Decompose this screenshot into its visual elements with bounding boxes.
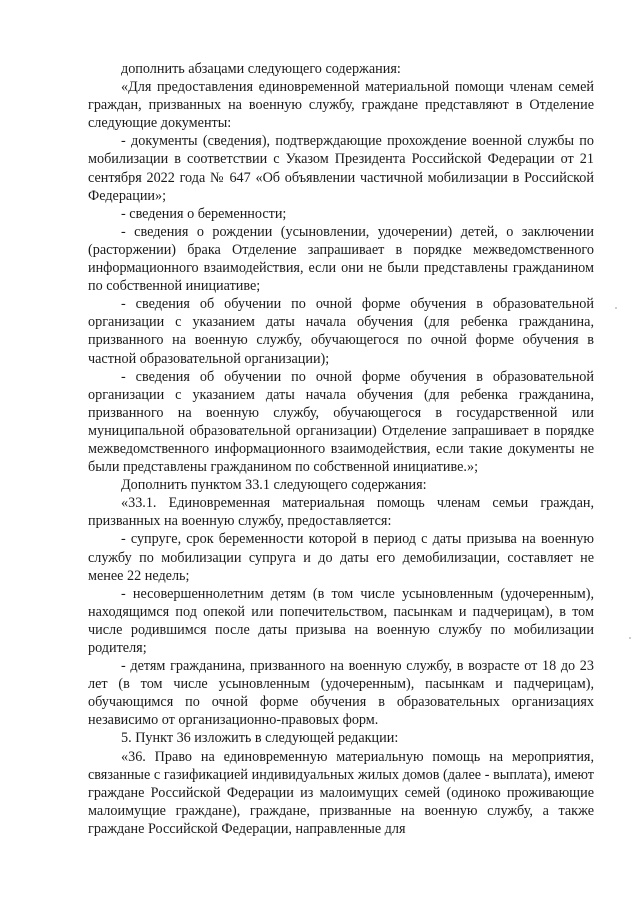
paragraph-clause-36: «36. Право на единовременную материальную помощь на мероприятия, связанные с газификацией индивидуальных жилых домов (далее - выплата), имеют граждане Российской Федерации из малоимущих семей (одиноко проживающие малоимущие граждане), граждане, призванные на военную службу, а также граждане Российской Федерации, направленные для [88, 748, 594, 837]
paragraph-clause-33-1: «33.1. Единовременная материальная помощь членам семьи граждан, призванных на военную службу, предоставляется: [88, 495, 594, 530]
paragraph-clause-36-heading: 5. Пункт 36 изложить в следующей редакции: [121, 730, 399, 747]
paragraph-minor-children: - несовершеннолетним детям (в том числе усыновленным (удочеренным), находящимся под опекой или попечительством, пасынкам и падчерицам), в том числе родившимся после даты призыва на военную службу по мобилизации родителя; [88, 585, 594, 656]
paragraph-pregnancy-info: - сведения о беременности; [121, 205, 287, 222]
scan-speck [615, 307, 617, 309]
paragraph-birth-marriage-info: - сведения о рождении (усыновлении, удочерении) детей, о заключении (расторжении) брака Отделение запрашивает в порядке межведомственного информационного взаимодействия, если они не были представлены гражданином по собственной инициативе; [88, 223, 594, 295]
paragraph-private-education-info: - сведения об обучении по очной форме обучения в образовательной организации с указанием даты начала обучения (для ребенка гражданина, призванного на военную службу, обучающегося по очной форме обучения в частной образовательной организации); [88, 296, 594, 367]
paragraph-state-education-info: - сведения об обучении по очной форме обучения в образовательной организации с указанием даты начала обучения (для ребенка гражданина, призванного на военную службу, обучающегося в государственной или муниципальной образовательной организации) Отделение запрашивает в порядке межведомственного информационного взаимодействия, если такие документы не были представлены гражданином по собственной инициативе.»; [88, 368, 594, 476]
scan-speck [629, 637, 631, 639]
paragraph-spouse: - супруге, срок беременности которой в период с даты призыва на военную службу по мобилизации супруга и до даты его демобилизации, составляет не менее 22 недель; [88, 531, 594, 584]
paragraph-intro: дополнить абзацами следующего содержания: [121, 61, 401, 77]
paragraph-mobilization-documents: - документы (сведения), подтверждающие прохождение военной службы по мобилизации в соответствии с Указом Президента Российской Федерации от 21 сентября 2022 года № 647 «Об объявлении частичной мобилизации в Российской Федерации»; [88, 133, 594, 204]
paragraph-documents-required: «Для предоставления единовременной материальной помощи членам семей граждан, призванных на военную службу, граждане представляют в Отделение следующие документы: [88, 79, 594, 132]
document-body [88, 60, 594, 838]
paragraph-add-clause-33-1: Дополнить пунктом 33.1 следующего содержания: [121, 477, 427, 494]
paragraph-adult-children: - детям гражданина, призванного на военную службу, в возрасте от 18 до 23 лет (в том числе усыновленным (удочеренным), пасынкам и падчерицам), обучающимся по очной форме обучения в образовательных организациях независимо от организационно-правовых форм. [88, 658, 594, 729]
